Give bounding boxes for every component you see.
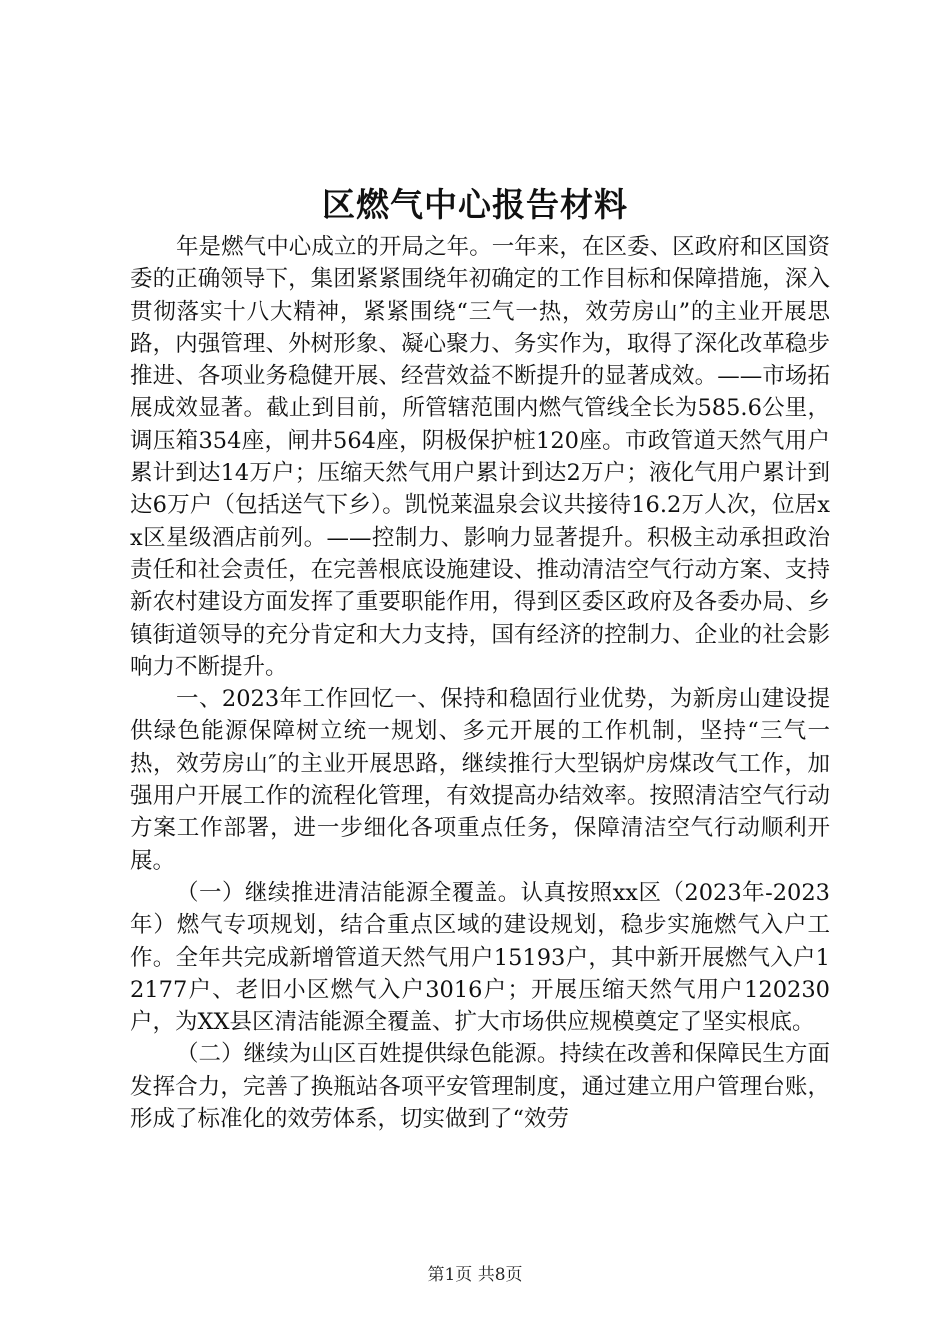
document-body <box>130 231 830 1135</box>
paragraph-section-one: 一、2023年工作回忆一、保持和稳固行业优势，为新房山建设提供绿色能源保障树立统一规划、多元开展的工作机制，坚持“三气一热，效劳房山″的主业开展思路，继续推行大型锅炉房煤改气工作，加强用户开展工作的流程化管理，有效提高办结效率。按照清洁空气行动方案工作部署，进一步细化各项重点任务，保障清洁空气行动顺利开展。 <box>130 686 830 874</box>
paragraph-subsection-one: （一）继续推进清洁能源全覆盖。认真按照xx区（2023年-2023年）燃气专项规划，结合重点区域的建设规划，稳步实施燃气入户工作。全年共完成新增管道天然气用户15193户，其中新开展燃气入户12177户、老旧小区燃气入户3016户；开展压缩天然气用户120230户，为XX县区清洁能源全覆盖、扩大市场供应规模奠定了坚实根底。 <box>130 879 830 1036</box>
document-title: 区燃气中心报告材料 <box>322 185 628 224</box>
paragraph-intro: 年是燃气中心成立的开局之年。一年来，在区委、区政府和区国资委的正确领导下，集团紧紧围绕年初确定的工作目标和保障措施，深入贯彻落实十八大精神，紧紧围绕“三气一热，效劳房山”的主业开展思路，内强管理、外树形象、凝心聚力、务实作为，取得了深化改革稳步推进、各项业务稳健开展、经营效益不断提升的显著成效。——市场拓展成效显著。截止到目前，所管辖范围内燃气管线全长为585.6公里，调压箱354座，闸井564座，阴极保护桩120座。市政管道天然气用户累计到达14万户；压缩天然气用户累计到达2万户；液化气用户累计到达6万户（包括送气下乡）。凯悦莱温泉会议共接待16.2万人次，位居xx区星级酒店前列。——控制力、影响力显著提升。积极主动承担政治责任和社会责任，在完善根底设施建设、推动清洁空气行动方案、支持新农村建设方面发挥了重要职能作用，得到区委区政府及各委办局、乡镇街道领导的充分肯定和大力支持，国有经济的控制力、企业的社会影响力不断提升。 <box>130 234 830 680</box>
paragraph-subsection-two: （二）继续为山区百姓提供绿色能源。持续在改善和保障民生方面发挥合力，完善了换瓶站各项平安管理制度，通过建立用户管理台账，形成了标准化的效劳体系，切实做到了“效劳 <box>130 1041 830 1133</box>
page-footer: 第1页 共8页 <box>427 1265 523 1285</box>
